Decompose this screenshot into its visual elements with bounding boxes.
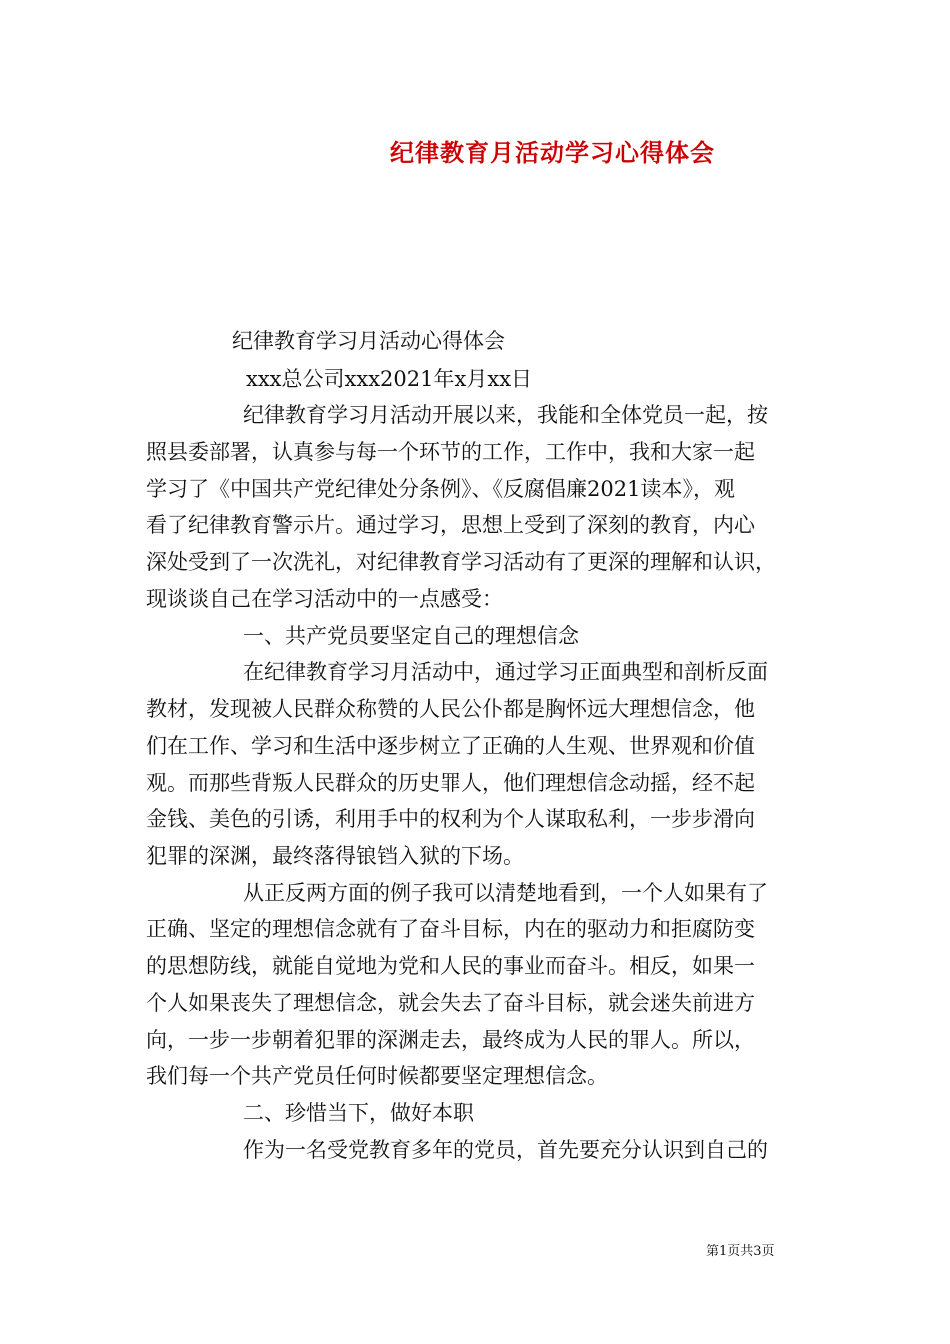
body-line: 在纪律教育学习月活动中，通过学习正面典型和剖析反面 <box>243 660 768 684</box>
section-heading: 一、共产党员要坚定自己的理想信念 <box>243 624 579 648</box>
body-line: 教材，发现被人民群众称赞的人民公仆都是胸怀远大理想信念，他 <box>146 697 755 721</box>
subtitle: 纪律教育学习月活动心得体会 <box>232 329 505 353</box>
body-line: 的思想防线，就能自觉地为党和人民的事业而奋斗。相反，如果一 <box>146 954 755 978</box>
body-line: 深处受到了一次洗礼，对纪律教育学习活动有了更深的理解和认识， <box>146 550 776 574</box>
document-title: 纪律教育月活动学习心得体会 <box>390 138 715 167</box>
page-footer: 第1页共3页 <box>706 1244 775 1259</box>
body-line: 照县委部署，认真参与每一个环节的工作，工作中，我和大家一起 <box>146 440 755 464</box>
body-line: 向，一步一步朝着犯罪的深渊走去，最终成为人民的罪人。所以， <box>146 1028 755 1052</box>
body-line: 们在工作、学习和生活中逐步树立了正确的人生观、世界观和价值 <box>146 734 755 758</box>
section-heading: 二、珍惜当下，做好本职 <box>243 1101 474 1125</box>
body-line: 我们每一个共产党员任何时候都要坚定理想信念。 <box>146 1064 608 1088</box>
body-line: 正确、坚定的理想信念就有了奋斗目标，内在的驱动力和拒腐防变 <box>146 917 755 941</box>
body-line: 纪律教育学习月活动开展以来，我能和全体党员一起，按 <box>243 403 768 427</box>
body-line: 看了纪律教育警示片。通过学习，思想上受到了深刻的教育，内心 <box>146 513 755 537</box>
body-line: 金钱、美色的引诱，利用手中的权利为个人谋取私利，一步步滑向 <box>146 807 755 831</box>
body-line: 作为一名受党教育多年的党员，首先要充分认识到自己的 <box>243 1138 768 1162</box>
body-line: 观。而那些背叛人民群众的历史罪人，他们理想信念动摇，经不起 <box>146 771 755 795</box>
body-line: 个人如果丧失了理想信念，就会失去了奋斗目标，就会迷失前进方 <box>146 991 755 1015</box>
body-line: 学习了《中国共产党纪律处分条例》、《反腐倡廉2021读本》，观 <box>146 477 735 501</box>
body-line: 现谈谈自己在学习活动中的一点感受： <box>146 587 503 611</box>
byline: xxx总公司xxx2021年x月xx日 <box>246 367 533 391</box>
body-line: 犯罪的深渊，最终落得锒铛入狱的下场。 <box>146 844 524 868</box>
body-line: 从正反两方面的例子我可以清楚地看到，一个人如果有了 <box>243 881 768 905</box>
